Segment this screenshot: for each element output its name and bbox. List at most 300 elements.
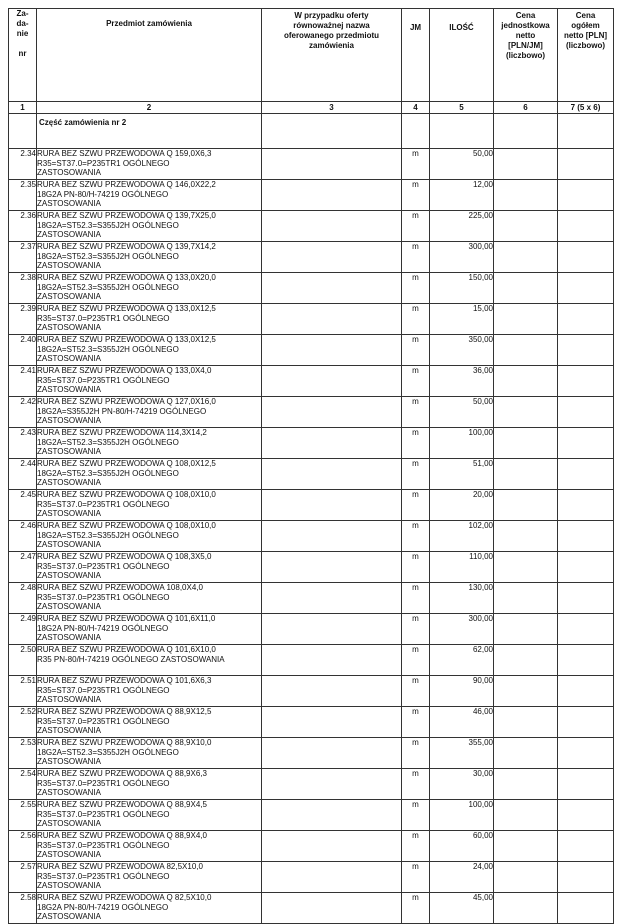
item-description-line: RURA BEZ SZWU PRZEWODOWA 82,5X10,0 [37, 862, 203, 871]
item-description [37, 614, 262, 645]
alternative-name-cell [262, 490, 402, 521]
unit-price-cell [494, 707, 558, 738]
total-price-cell [558, 459, 614, 490]
header-subject: Przedmiot zamówienia [37, 9, 262, 102]
item-description-line: ZASTOSOWANIA [37, 540, 102, 549]
item-description [37, 738, 262, 769]
item-description [37, 645, 262, 676]
item-description-line: ZASTOSOWANIA [37, 912, 102, 921]
alternative-name-cell [262, 800, 402, 831]
total-price-cell [558, 831, 614, 862]
item-description-line: 18G2A=ST52.3=S355J2H OGÓLNEGO [37, 282, 179, 292]
item-unit: m [402, 242, 430, 273]
item-description [37, 397, 262, 428]
item-description-line: ZASTOSOWANIA [37, 788, 102, 797]
alternative-name-cell [262, 893, 402, 924]
item-number: 2.41 [9, 366, 37, 397]
alternative-name-cell [262, 707, 402, 738]
item-description-line: ZASTOSOWANIA [37, 230, 102, 239]
empty-cell [494, 114, 558, 149]
column-number: 2 [37, 102, 262, 114]
table-row [9, 428, 614, 459]
item-quantity: 62,00 [430, 645, 494, 676]
table-row [9, 738, 614, 769]
item-quantity: 45,00 [430, 893, 494, 924]
unit-price-cell [494, 490, 558, 521]
item-description-line: R35 PN-80/H-74219 OGÓLNEGO ZASTOSOWANIA [37, 654, 225, 664]
item-description-line: RURA BEZ SZWU PRZEWODOWA 108,0X4,0 [37, 583, 203, 592]
item-description-line: ZASTOSOWANIA [37, 757, 102, 766]
item-unit: m [402, 583, 430, 614]
item-unit: m [402, 676, 430, 707]
item-unit: m [402, 893, 430, 924]
alternative-name-cell [262, 273, 402, 304]
total-price-cell [558, 180, 614, 211]
item-number: 2.50 [9, 645, 37, 676]
item-number: 2.48 [9, 583, 37, 614]
item-quantity: 60,00 [430, 831, 494, 862]
item-unit: m [402, 273, 430, 304]
item-quantity: 100,00 [430, 800, 494, 831]
item-description-line: RURA BEZ SZWU PRZEWODOWA Q 133,0X12,5 [37, 335, 216, 344]
table-row [9, 149, 614, 180]
table-row [9, 676, 614, 707]
total-price-cell [558, 273, 614, 304]
table-row [9, 459, 614, 490]
alternative-name-cell [262, 831, 402, 862]
unit-price-cell [494, 800, 558, 831]
item-unit: m [402, 521, 430, 552]
alternative-name-cell [262, 149, 402, 180]
alternative-name-cell [262, 459, 402, 490]
item-quantity: 102,00 [430, 521, 494, 552]
table-row [9, 335, 614, 366]
alternative-name-cell [262, 676, 402, 707]
item-description-line: 18G2A=ST52.3=S355J2H OGÓLNEGO [37, 344, 179, 354]
item-quantity: 51,00 [430, 459, 494, 490]
item-description [37, 521, 262, 552]
alternative-name-cell [262, 738, 402, 769]
item-description [37, 366, 262, 397]
item-quantity: 20,00 [430, 490, 494, 521]
item-quantity: 300,00 [430, 614, 494, 645]
section-nr-cell [9, 114, 37, 149]
table-row [9, 304, 614, 335]
unit-price-cell [494, 893, 558, 924]
item-description-line: RURA BEZ SZWU PRZEWODOWA Q 88,9X10,0 [37, 738, 212, 747]
item-description-line: ZASTOSOWANIA [37, 819, 102, 828]
header-nr-line: nr [18, 49, 27, 58]
total-price-cell [558, 645, 614, 676]
unit-price-cell [494, 428, 558, 459]
table-row [9, 769, 614, 800]
total-price-cell [558, 366, 614, 397]
item-description [37, 242, 262, 273]
item-description-line: 18G2A PN-80/H-74219 OGÓLNEGO [37, 902, 169, 912]
unit-price-cell [494, 304, 558, 335]
item-description-line: RURA BEZ SZWU PRZEWODOWA 114,3X14,2 [37, 428, 207, 437]
item-description-line: R35=ST37.0=P235TR1 OGÓLNEGO [37, 840, 170, 850]
item-description-line: RURA BEZ SZWU PRZEWODOWA Q 133,0X12,5 [37, 304, 216, 313]
unit-price-cell [494, 335, 558, 366]
total-price-cell [558, 707, 614, 738]
item-description-line: RURA BEZ SZWU PRZEWODOWA Q 108,0X10,0 [37, 490, 216, 499]
item-description-line: R35=ST37.0=P235TR1 OGÓLNEGO [37, 499, 170, 509]
item-number: 2.54 [9, 769, 37, 800]
item-description-line: ZASTOSOWANIA [37, 323, 102, 332]
item-quantity: 225,00 [430, 211, 494, 242]
unit-price-cell [494, 521, 558, 552]
item-number: 2.49 [9, 614, 37, 645]
unit-price-cell [494, 645, 558, 676]
item-description-line: RURA BEZ SZWU PRZEWODOWA Q 88,9X6,3 [37, 769, 207, 778]
item-unit: m [402, 180, 430, 211]
item-description-line: R35=ST37.0=P235TR1 OGÓLNEGO [37, 561, 170, 571]
alternative-name-cell [262, 428, 402, 459]
item-description-line: RURA BEZ SZWU PRZEWODOWA Q 146,0X22,2 [37, 180, 216, 189]
total-price-cell [558, 738, 614, 769]
section-title: Część zamówienia nr 2 [37, 114, 262, 149]
header-nr-line: Za- [16, 9, 29, 18]
item-description-line: RURA BEZ SZWU PRZEWODOWA Q 133,0X4,0 [37, 366, 212, 375]
item-unit: m [402, 397, 430, 428]
table-row [9, 273, 614, 304]
total-price-cell [558, 242, 614, 273]
item-number: 2.36 [9, 211, 37, 242]
item-unit: m [402, 862, 430, 893]
item-description [37, 552, 262, 583]
item-unit: m [402, 800, 430, 831]
header-alternative: W przypadku oferty równoważnej nazwa oferowanego przedmiotu zamówienia [262, 9, 402, 102]
total-price-cell [558, 583, 614, 614]
item-description-line: R35=ST37.0=P235TR1 OGÓLNEGO [37, 592, 170, 602]
item-number: 2.52 [9, 707, 37, 738]
column-number: 5 [430, 102, 494, 114]
unit-price-cell [494, 831, 558, 862]
item-number: 2.43 [9, 428, 37, 459]
item-description-line: ZASTOSOWANIA [37, 478, 102, 487]
item-description-line: RURA BEZ SZWU PRZEWODOWA Q 139,7X14,2 [37, 242, 216, 251]
unit-price-cell [494, 366, 558, 397]
unit-price-cell [494, 738, 558, 769]
item-description-line: ZASTOSOWANIA [37, 726, 102, 735]
table-row [9, 893, 614, 924]
item-description-line: RURA BEZ SZWU PRZEWODOWA Q 82,5X10,0 [37, 893, 212, 902]
item-description-line: ZASTOSOWANIA [37, 199, 102, 208]
alternative-name-cell [262, 614, 402, 645]
item-description-line: R35=ST37.0=P235TR1 OGÓLNEGO [37, 375, 170, 385]
table-row [9, 645, 614, 676]
table-row [9, 242, 614, 273]
item-number: 2.45 [9, 490, 37, 521]
alternative-name-cell [262, 645, 402, 676]
item-quantity: 350,00 [430, 335, 494, 366]
item-description-line: ZASTOSOWANIA [37, 292, 102, 301]
item-unit: m [402, 707, 430, 738]
item-quantity: 12,00 [430, 180, 494, 211]
header-nr-line [9, 39, 36, 49]
item-number: 2.35 [9, 180, 37, 211]
table-row [9, 211, 614, 242]
unit-price-cell [494, 242, 558, 273]
alternative-name-cell [262, 211, 402, 242]
alternative-name-cell [262, 521, 402, 552]
item-description-line: ZASTOSOWANIA [37, 509, 102, 518]
item-description-line: RURA BEZ SZWU PRZEWODOWA Q 127,0X16,0 [37, 397, 216, 406]
unit-price-cell [494, 583, 558, 614]
item-quantity: 30,00 [430, 769, 494, 800]
total-price-cell [558, 893, 614, 924]
column-number: 3 [262, 102, 402, 114]
item-description [37, 211, 262, 242]
item-description-line: RURA BEZ SZWU PRZEWODOWA Q 139,7X25,0 [37, 211, 216, 220]
item-number: 2.34 [9, 149, 37, 180]
item-quantity: 36,00 [430, 366, 494, 397]
item-unit: m [402, 645, 430, 676]
item-number: 2.46 [9, 521, 37, 552]
order-table [8, 8, 614, 924]
item-description-line: 18G2A=S355J2H PN-80/H-74219 OGÓLNEGO [37, 406, 207, 416]
total-price-cell [558, 149, 614, 180]
header-unit: JM [402, 9, 430, 102]
item-number: 2.38 [9, 273, 37, 304]
item-description-line: RURA BEZ SZWU PRZEWODOWA Q 108,0X10,0 [37, 521, 216, 530]
item-description-line: RURA BEZ SZWU PRZEWODOWA Q 88,9X4,5 [37, 800, 207, 809]
item-unit: m [402, 490, 430, 521]
total-price-cell [558, 614, 614, 645]
table-row [9, 180, 614, 211]
table-row [9, 366, 614, 397]
total-price-cell [558, 676, 614, 707]
item-description-line: R35=ST37.0=P235TR1 OGÓLNEGO [37, 778, 170, 788]
item-number: 2.39 [9, 304, 37, 335]
unit-price-cell [494, 180, 558, 211]
item-description-line: RURA BEZ SZWU PRZEWODOWA Q 88,9X12,5 [37, 707, 212, 716]
header-unit-price: Cena jednostkowa netto [PLN/JM] (liczbowo) [494, 9, 558, 102]
item-quantity: 110,00 [430, 552, 494, 583]
item-description-line: ZASTOSOWANIA [37, 385, 102, 394]
unit-price-cell [494, 769, 558, 800]
item-description-line: 18G2A=ST52.3=S355J2H OGÓLNEGO [37, 468, 179, 478]
item-description-line: 18G2A=ST52.3=S355J2H OGÓLNEGO [37, 251, 179, 261]
alternative-name-cell [262, 583, 402, 614]
item-description-line: R35=ST37.0=P235TR1 OGÓLNEGO [37, 716, 170, 726]
item-quantity: 355,00 [430, 738, 494, 769]
header-total-price: Cena ogółem netto [PLN] (liczbowo) [558, 9, 614, 102]
total-price-cell [558, 428, 614, 459]
table-row [9, 583, 614, 614]
item-description [37, 149, 262, 180]
item-description-line: RURA BEZ SZWU PRZEWODOWA Q 133,0X20,0 [37, 273, 216, 282]
header-quantity: ILOŚĆ [430, 9, 494, 102]
unit-price-cell [494, 552, 558, 583]
item-description-line: R35=ST37.0=P235TR1 OGÓLNEGO [37, 313, 170, 323]
item-quantity: 46,00 [430, 707, 494, 738]
item-description-line: 18G2A PN-80/H-74219 OGÓLNEGO [37, 189, 169, 199]
item-description-line: R35=ST37.0=P235TR1 OGÓLNEGO [37, 809, 170, 819]
item-description-line: ZASTOSOWANIA [37, 168, 102, 177]
item-description-line: ZASTOSOWANIA [37, 633, 102, 642]
item-unit: m [402, 738, 430, 769]
column-number-row [9, 102, 614, 114]
alternative-name-cell [262, 552, 402, 583]
total-price-cell [558, 490, 614, 521]
item-description-line: R35=ST37.0=P235TR1 OGÓLNEGO [37, 871, 170, 881]
item-unit: m [402, 366, 430, 397]
item-number: 2.57 [9, 862, 37, 893]
item-number: 2.56 [9, 831, 37, 862]
total-price-cell [558, 769, 614, 800]
unit-price-cell [494, 614, 558, 645]
table-row [9, 862, 614, 893]
item-description [37, 676, 262, 707]
unit-price-cell [494, 211, 558, 242]
empty-cell [262, 114, 402, 149]
item-description-line: RURA BEZ SZWU PRZEWODOWA Q 101,6X6,3 [37, 676, 212, 685]
total-price-cell [558, 521, 614, 552]
column-number: 6 [494, 102, 558, 114]
item-description [37, 800, 262, 831]
total-price-cell [558, 211, 614, 242]
item-description [37, 490, 262, 521]
table-row [9, 831, 614, 862]
item-description-line: 18G2A=ST52.3=S355J2H OGÓLNEGO [37, 530, 179, 540]
item-quantity: 90,00 [430, 676, 494, 707]
table-row [9, 397, 614, 428]
item-number: 2.42 [9, 397, 37, 428]
item-description [37, 335, 262, 366]
item-description [37, 769, 262, 800]
alternative-name-cell [262, 366, 402, 397]
table-row [9, 490, 614, 521]
unit-price-cell [494, 862, 558, 893]
item-description [37, 459, 262, 490]
item-description-line: 18G2A PN-80/H-74219 OGÓLNEGO [37, 623, 169, 633]
item-description-line: R35=ST37.0=P235TR1 OGÓLNEGO [37, 158, 170, 168]
item-description-line: ZASTOSOWANIA [37, 850, 102, 859]
total-price-cell [558, 304, 614, 335]
item-description [37, 862, 262, 893]
item-unit: m [402, 149, 430, 180]
item-description-line: RURA BEZ SZWU PRZEWODOWA Q 159,0X6,3 [37, 149, 212, 158]
item-description-line: 18G2A=ST52.3=S355J2H OGÓLNEGO [37, 220, 179, 230]
item-unit: m [402, 428, 430, 459]
total-price-cell [558, 397, 614, 428]
item-description-line: RURA BEZ SZWU PRZEWODOWA Q 101,6X11,0 [37, 614, 216, 623]
item-description-line: ZASTOSOWANIA [37, 354, 102, 363]
item-unit: m [402, 831, 430, 862]
alternative-name-cell [262, 335, 402, 366]
column-number: 1 [9, 102, 37, 114]
item-quantity: 50,00 [430, 149, 494, 180]
item-description-line: RURA BEZ SZWU PRZEWODOWA Q 108,0X12,5 [37, 459, 216, 468]
item-number: 2.40 [9, 335, 37, 366]
total-price-cell [558, 800, 614, 831]
item-number: 2.58 [9, 893, 37, 924]
item-unit: m [402, 614, 430, 645]
header-row [9, 9, 614, 102]
total-price-cell [558, 552, 614, 583]
unit-price-cell [494, 273, 558, 304]
column-number: 7 (5 x 6) [558, 102, 614, 114]
item-description-line: RURA BEZ SZWU PRZEWODOWA Q 101,6X10,0 [37, 645, 216, 654]
item-description-line: R35=ST37.0=P235TR1 OGÓLNEGO [37, 685, 170, 695]
section-row [9, 114, 614, 149]
header-nr-line: nie [16, 29, 29, 38]
item-description-line: 18G2A=ST52.3=S355J2H OGÓLNEGO [37, 437, 179, 447]
item-quantity: 15,00 [430, 304, 494, 335]
item-description-line: ZASTOSOWANIA [37, 881, 102, 890]
item-quantity: 300,00 [430, 242, 494, 273]
item-number: 2.47 [9, 552, 37, 583]
item-quantity: 100,00 [430, 428, 494, 459]
item-number: 2.37 [9, 242, 37, 273]
empty-cell [402, 114, 430, 149]
item-description-line: ZASTOSOWANIA [37, 602, 102, 611]
item-description [37, 583, 262, 614]
item-unit: m [402, 459, 430, 490]
item-description [37, 707, 262, 738]
item-description-line: ZASTOSOWANIA [37, 261, 102, 270]
alternative-name-cell [262, 242, 402, 273]
item-number: 2.55 [9, 800, 37, 831]
unit-price-cell [494, 676, 558, 707]
header-nr [9, 9, 37, 102]
item-description [37, 304, 262, 335]
item-unit: m [402, 769, 430, 800]
table-row [9, 552, 614, 583]
unit-price-cell [494, 149, 558, 180]
item-description-line: 18G2A=ST52.3=S355J2H OGÓLNEGO [37, 747, 179, 757]
item-quantity: 50,00 [430, 397, 494, 428]
alternative-name-cell [262, 180, 402, 211]
item-number: 2.51 [9, 676, 37, 707]
item-quantity: 24,00 [430, 862, 494, 893]
item-number: 2.53 [9, 738, 37, 769]
empty-cell [430, 114, 494, 149]
table-row [9, 800, 614, 831]
item-description-line: RURA BEZ SZWU PRZEWODOWA Q 88,9X4,0 [37, 831, 207, 840]
unit-price-cell [494, 459, 558, 490]
alternative-name-cell [262, 769, 402, 800]
item-description [37, 831, 262, 862]
alternative-name-cell [262, 862, 402, 893]
item-quantity: 130,00 [430, 583, 494, 614]
item-description [37, 428, 262, 459]
table-row [9, 614, 614, 645]
table-row [9, 707, 614, 738]
item-description-line: ZASTOSOWANIA [37, 416, 102, 425]
total-price-cell [558, 335, 614, 366]
item-unit: m [402, 335, 430, 366]
item-description [37, 180, 262, 211]
item-description [37, 893, 262, 924]
item-unit: m [402, 211, 430, 242]
unit-price-cell [494, 397, 558, 428]
header-nr-line: da- [16, 19, 29, 28]
item-description-line: ZASTOSOWANIA [37, 571, 102, 580]
item-unit: m [402, 552, 430, 583]
item-quantity: 150,00 [430, 273, 494, 304]
alternative-name-cell [262, 397, 402, 428]
item-description-line: RURA BEZ SZWU PRZEWODOWA Q 108,3X5,0 [37, 552, 212, 561]
item-number: 2.44 [9, 459, 37, 490]
item-description-line: ZASTOSOWANIA [37, 447, 102, 456]
total-price-cell [558, 862, 614, 893]
alternative-name-cell [262, 304, 402, 335]
table-row [9, 521, 614, 552]
item-unit: m [402, 304, 430, 335]
